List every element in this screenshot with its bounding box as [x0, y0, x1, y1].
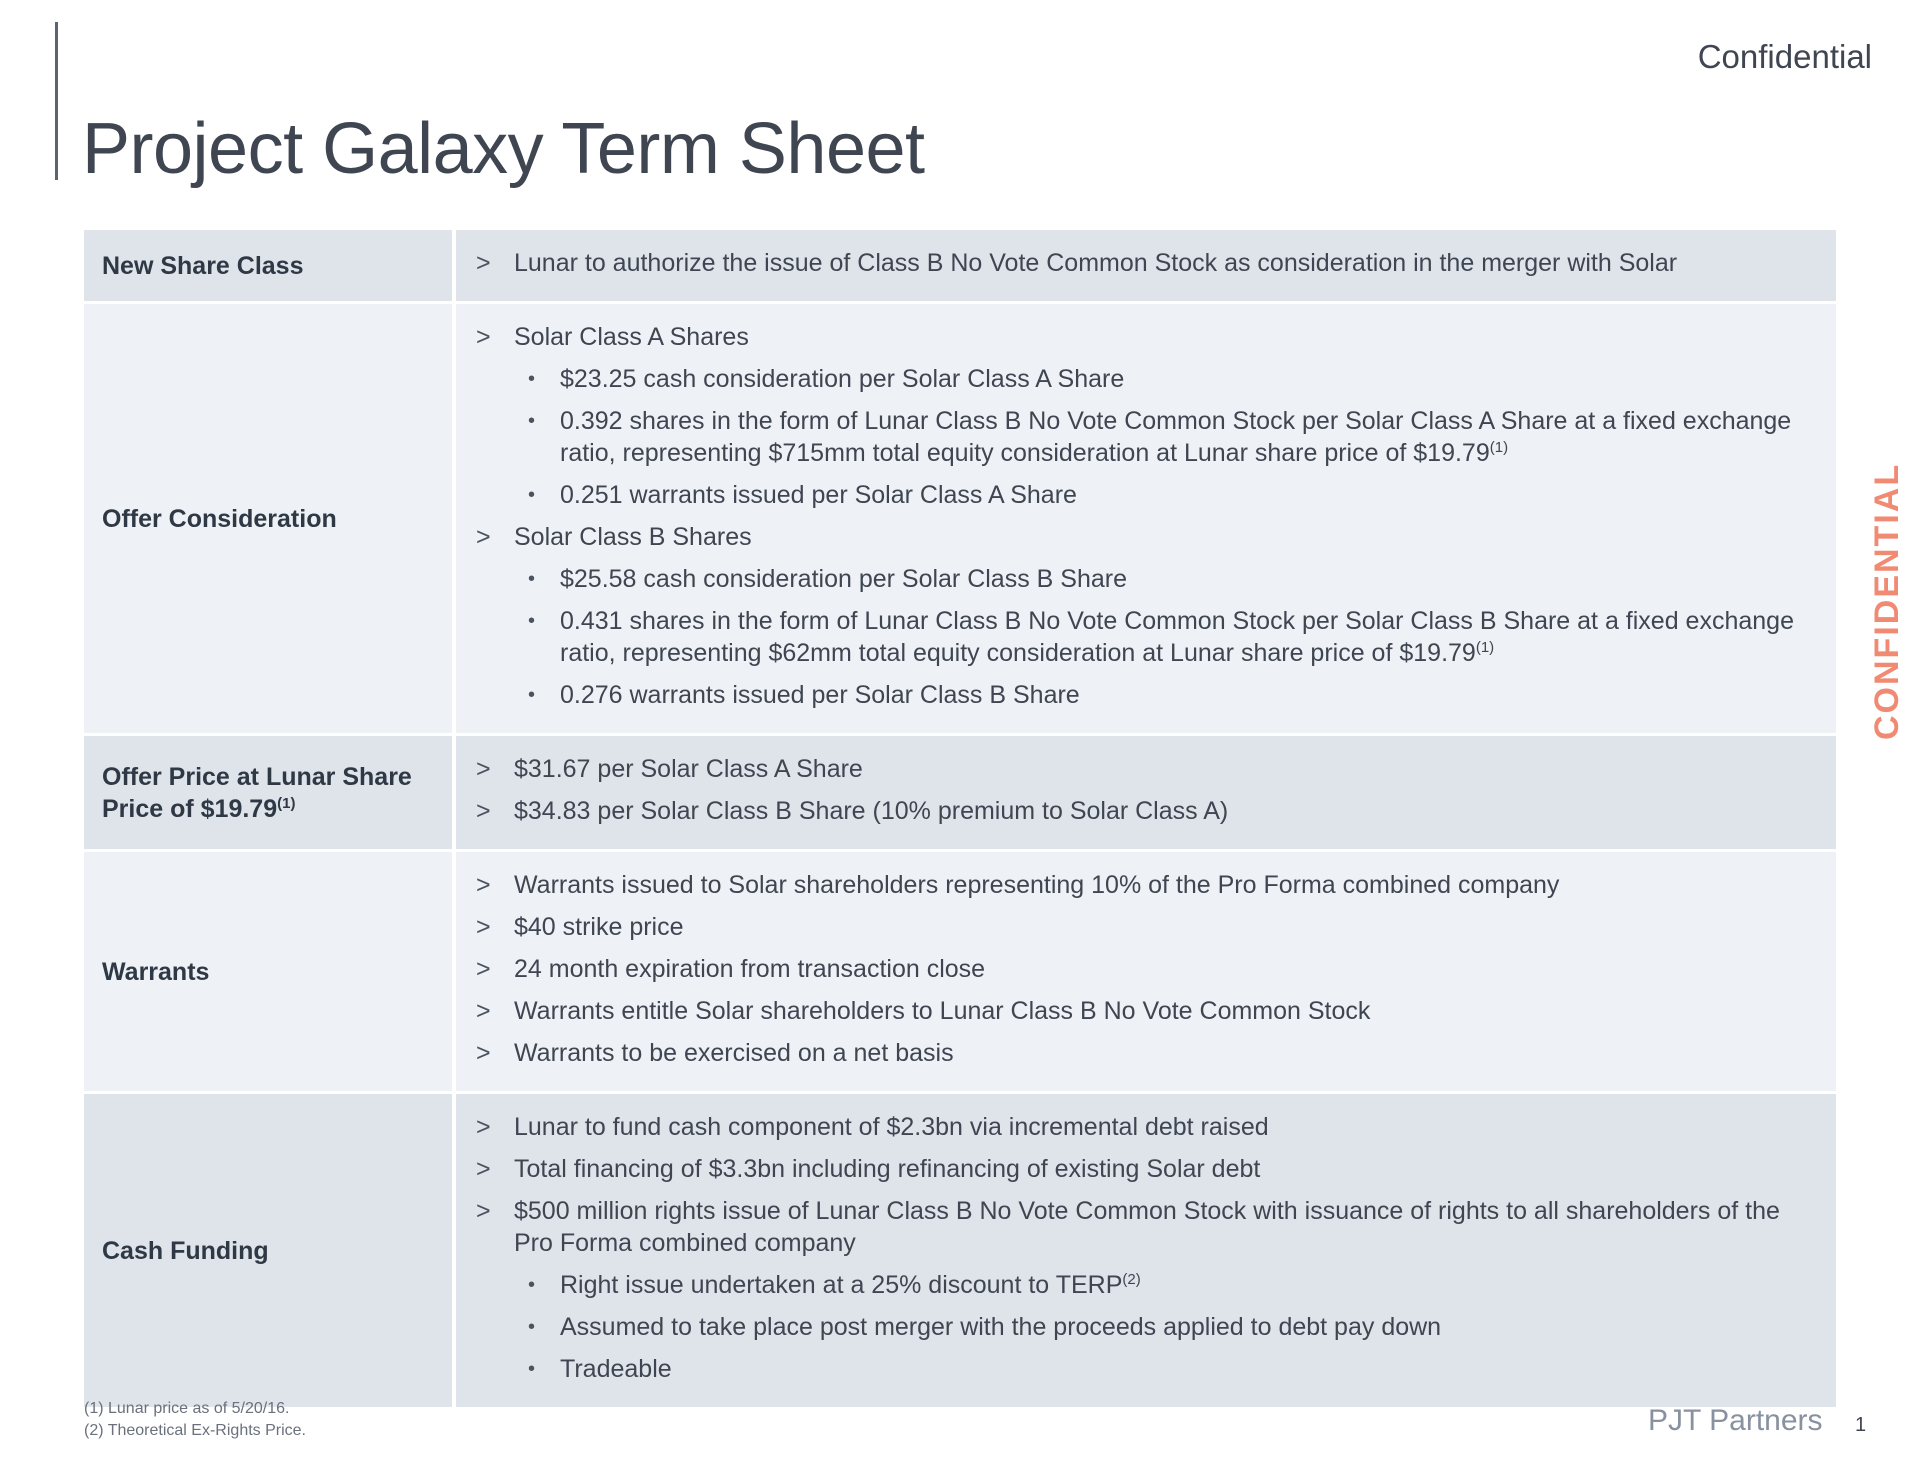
arrow-marker: >: [476, 797, 491, 825]
list-item: [476, 1037, 1816, 1069]
list-item: [476, 1111, 1816, 1143]
item-text: $31.67 per Solar Class A Share: [514, 755, 863, 783]
list-item: [476, 521, 1816, 553]
item-text: Warrants entitle Solar shareholders to Lunar Class B No Vote Common Stock: [514, 997, 1371, 1025]
arrow-marker: >: [476, 1155, 491, 1183]
row-label-text: [102, 761, 438, 825]
bullet-marker: •: [528, 568, 536, 590]
item-text: 0.276 warrants issued per Solar Class B Share: [560, 681, 1080, 709]
bullet-marker: •: [528, 1316, 536, 1338]
arrow-marker: >: [476, 955, 491, 983]
page-number: 1: [1855, 1414, 1867, 1436]
sub-list-item: [476, 405, 1816, 469]
label-text: Offer Price at Lunar Share Price of $19.79: [102, 762, 412, 823]
footnote-ref: (1): [1489, 439, 1509, 456]
item-text: Total financing of $3.3bn including refinancing of existing Solar debt: [514, 1155, 1261, 1183]
item-text: Warrants to be exercised on a net basis: [514, 1039, 954, 1067]
footnote-ref: (1): [277, 794, 296, 812]
item-text: $34.83 per Solar Class B Share (10% premium to Solar Class A): [514, 797, 1229, 825]
item-text: 0.251 warrants issued per Solar Class A Share: [560, 481, 1077, 509]
item-text: $40 strike price: [514, 913, 684, 941]
bullet-marker: •: [528, 484, 536, 506]
row-label-offer-price: [84, 736, 456, 849]
item-text: Solar Class B Shares: [514, 523, 752, 551]
item-text: Tradeable: [560, 1355, 672, 1383]
row-label-new-share-class: [84, 230, 456, 301]
item-text: Solar Class A Shares: [514, 323, 749, 351]
row-label-cash-funding: [84, 1094, 456, 1407]
list-item: [476, 1195, 1816, 1259]
term-sheet-table: [84, 230, 1836, 1407]
bullet-marker: •: [528, 684, 536, 706]
item-text: Right issue undertaken at a 25% discount to TERP: [560, 1271, 1123, 1299]
footnotes: [84, 1398, 306, 1442]
item-text: Assumed to take place post merger with the proceeds applied to debt pay down: [560, 1313, 1442, 1341]
arrow-marker: >: [476, 523, 491, 551]
list-item: [476, 869, 1816, 901]
confidential-side-stamp: CONFIDENTIAL: [1868, 462, 1906, 740]
sub-list-item: [476, 679, 1816, 711]
footnote: (2) Theoretical Ex-Rights Price.: [84, 1422, 306, 1439]
item-text: $23.25 cash consideration per Solar Class A Share: [560, 365, 1125, 393]
bullet-marker: •: [528, 1274, 536, 1296]
sub-list-item: [476, 479, 1816, 511]
list-item: [476, 911, 1816, 943]
arrow-marker: >: [476, 249, 491, 277]
brand-logo-text: PJT Partners: [1648, 1404, 1823, 1437]
page-title: Project Galaxy Term Sheet: [82, 109, 925, 189]
item-text: 0.431 shares in the form of Lunar Class B No Vote Common Stock per Solar Class B Share at a fixed exchange ratio, representing $62mm total equity consideration at Lunar share price of $19.79: [560, 607, 1794, 667]
item-text: Lunar to authorize the issue of Class B No Vote Common Stock as consideration in the merger with Solar: [514, 249, 1678, 277]
arrow-marker: >: [476, 1039, 491, 1067]
row-label-warrants: [84, 852, 456, 1091]
bullet-marker: •: [528, 410, 536, 432]
row-content-cash-funding: [456, 1094, 1836, 1407]
row-label-text: Warrants: [102, 957, 210, 986]
footnote: (1) Lunar price as of 5/20/16.: [84, 1400, 290, 1417]
arrow-marker: >: [476, 1113, 491, 1141]
arrow-marker: >: [476, 1197, 491, 1225]
list-item: [476, 995, 1816, 1027]
list-item: [476, 1153, 1816, 1185]
list-item: [476, 247, 1816, 279]
item-text: $25.58 cash consideration per Solar Class B Share: [560, 565, 1127, 593]
item-text: Warrants issued to Solar shareholders representing 10% of the Pro Forma combined company: [514, 871, 1560, 899]
arrow-marker: >: [476, 755, 491, 783]
list-item: [476, 953, 1816, 985]
bullet-marker: •: [528, 368, 536, 390]
arrow-marker: >: [476, 997, 491, 1025]
list-item: [476, 321, 1816, 353]
sub-list-item: [476, 1269, 1816, 1301]
list-item: [476, 753, 1816, 785]
sub-list-item: [476, 1311, 1816, 1343]
footnote-ref: (2): [1122, 1271, 1141, 1288]
row-content-new-share-class: [456, 230, 1836, 301]
arrow-marker: >: [476, 913, 491, 941]
item-text: 24 month expiration from transaction close: [514, 955, 986, 983]
row-content-offer-consideration: [456, 304, 1836, 733]
row-content-warrants: [456, 852, 1836, 1091]
item-text: Lunar to fund cash component of $2.3bn via incremental debt raised: [514, 1113, 1269, 1141]
bullet-marker: •: [528, 1358, 536, 1380]
row-content-offer-price: [456, 736, 1836, 849]
row-label-text: Offer Consideration: [102, 504, 337, 533]
row-label-text: Cash Funding: [102, 1236, 269, 1265]
sub-list-item: [476, 605, 1816, 669]
row-label-offer-consideration: [84, 304, 456, 733]
sub-list-item: [476, 563, 1816, 595]
footnote-ref: (1): [1475, 639, 1495, 656]
bullet-marker: •: [528, 610, 536, 632]
sub-list-item: [476, 1353, 1816, 1385]
arrow-marker: >: [476, 323, 491, 351]
title-accent-bar: [55, 22, 58, 180]
sub-list-item: [476, 363, 1816, 395]
item-text: 0.392 shares in the form of Lunar Class B No Vote Common Stock per Solar Class A Share at a fixed exchange ratio, representing $715mm total equity consideration at Lunar share price of $19.79: [560, 407, 1792, 467]
row-label-text: New Share Class: [102, 251, 304, 280]
item-text: $500 million rights issue of Lunar Class B No Vote Common Stock with issuance of rights to all shareholders of the Pro Forma combined company: [514, 1197, 1780, 1257]
list-item: [476, 795, 1816, 827]
confidential-label: Confidential: [1697, 38, 1872, 75]
arrow-marker: >: [476, 871, 491, 899]
